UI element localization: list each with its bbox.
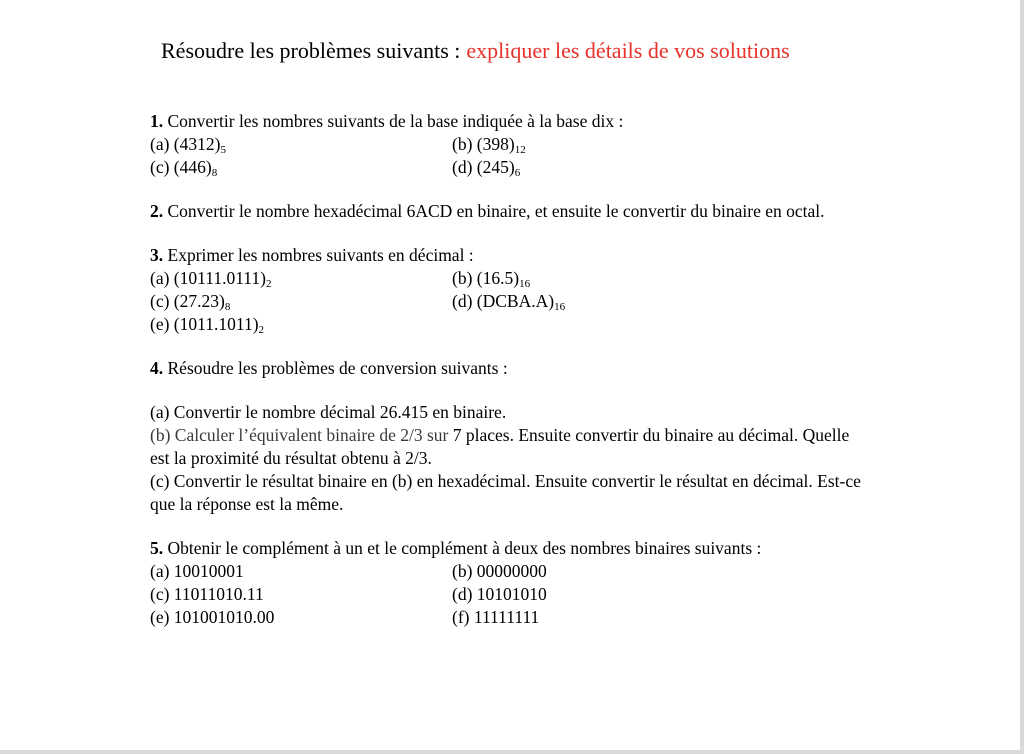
problem-1-item-c: (c) $(446)_8$ [150,157,218,179]
problem-3-items [150,267,870,336]
problem-2-number: 2. [150,201,164,221]
problem-3-item-a: (a) $(10111.0111)_2$ [150,268,272,290]
problem-4-number: 4. [150,358,164,378]
problem-1-statement [150,110,870,133]
problem-2 [150,200,870,223]
page-border-bottom [0,750,1024,754]
page-border-right [1020,0,1024,754]
page-title [161,38,790,64]
problem-5-item-c: (c) 11011010.11 [150,584,264,604]
problem-4-statement [150,357,870,380]
problem-1-item-a: (a) $(4312)_5$ [150,134,226,156]
problem-3-number: 3. [150,245,164,265]
problem-5-statement [150,537,870,560]
problem-5 [150,537,870,629]
problem-1-text: Convertir les nombres suivants de la base indiquée à la base dix : [163,111,624,131]
problem-5-item-d: (d) 10101010 [452,584,547,604]
problem-1-items [150,133,870,179]
problem-3-item-e: (e) $(1011.1011)_2$ [150,314,265,336]
problem-4-spacer [150,380,870,401]
problem-1 [150,110,870,179]
problem-1-item-d: (d) $(245)_6$ [452,157,521,179]
problem-4-part-b [150,424,870,470]
problem-5-items [150,560,870,629]
title-highlight: expliquer les détails de vos solutions [466,38,790,63]
problem-5-text: Obtenir le complément à un et le complément à deux des nombres binaires suivants : [163,538,762,558]
problem-3-text: Exprimer les nombres suivants en décimal : [163,245,474,265]
problem-4-part-b-start: (b) Calculer l’équivalent binaire de 2/3 sur [150,425,449,445]
problem-3-item-d: (d) $(DCBA.A)_{16}$ [452,291,566,313]
problem-3-item-c: (c) $(27.23)_8$ [150,291,231,313]
problem-4 [150,357,870,516]
problem-3-statement [150,244,870,267]
problem-2-statement [150,200,870,223]
problem-5-item-f: (f) 11111111 [452,607,540,627]
problem-1-item-b: (b) $(398)_{12}$ [452,134,526,156]
problem-2-text: Convertir le nombre hexadécimal 6ACD en binaire, et ensuite le convertir du binaire en octal. [163,201,825,221]
problem-5-item-e: (e) 101001010.00 [150,607,275,627]
title-main: Résoudre les problèmes suivants : [161,38,461,63]
problem-5-item-a: (a) 10010001 [150,561,244,581]
problem-5-number: 5. [150,538,164,558]
problem-4-part-c: (c) Convertir le résultat binaire en (b) en hexadécimal. Ensuite convertir le résultat en décimal. Est-ce que la réponse est la même. [150,471,861,514]
problem-1-number: 1. [150,111,164,131]
problem-3-item-b: (b) $(16.5)_{16}$ [452,268,531,290]
problem-4-text: Résoudre les problèmes de conversion suivants : [163,358,508,378]
problem-4-part-a: (a) Convertir le nombre décimal 26.415 en binaire. [150,402,507,422]
problem-3 [150,244,870,336]
problem-5-item-b: (b) 00000000 [452,561,547,581]
problem-4-part-b-rest: 7 places. Ensuite convertir du binaire au décimal. Quelle est la proximité du résultat obtenu à 2/3. [150,425,850,468]
exercise-list [150,110,870,650]
